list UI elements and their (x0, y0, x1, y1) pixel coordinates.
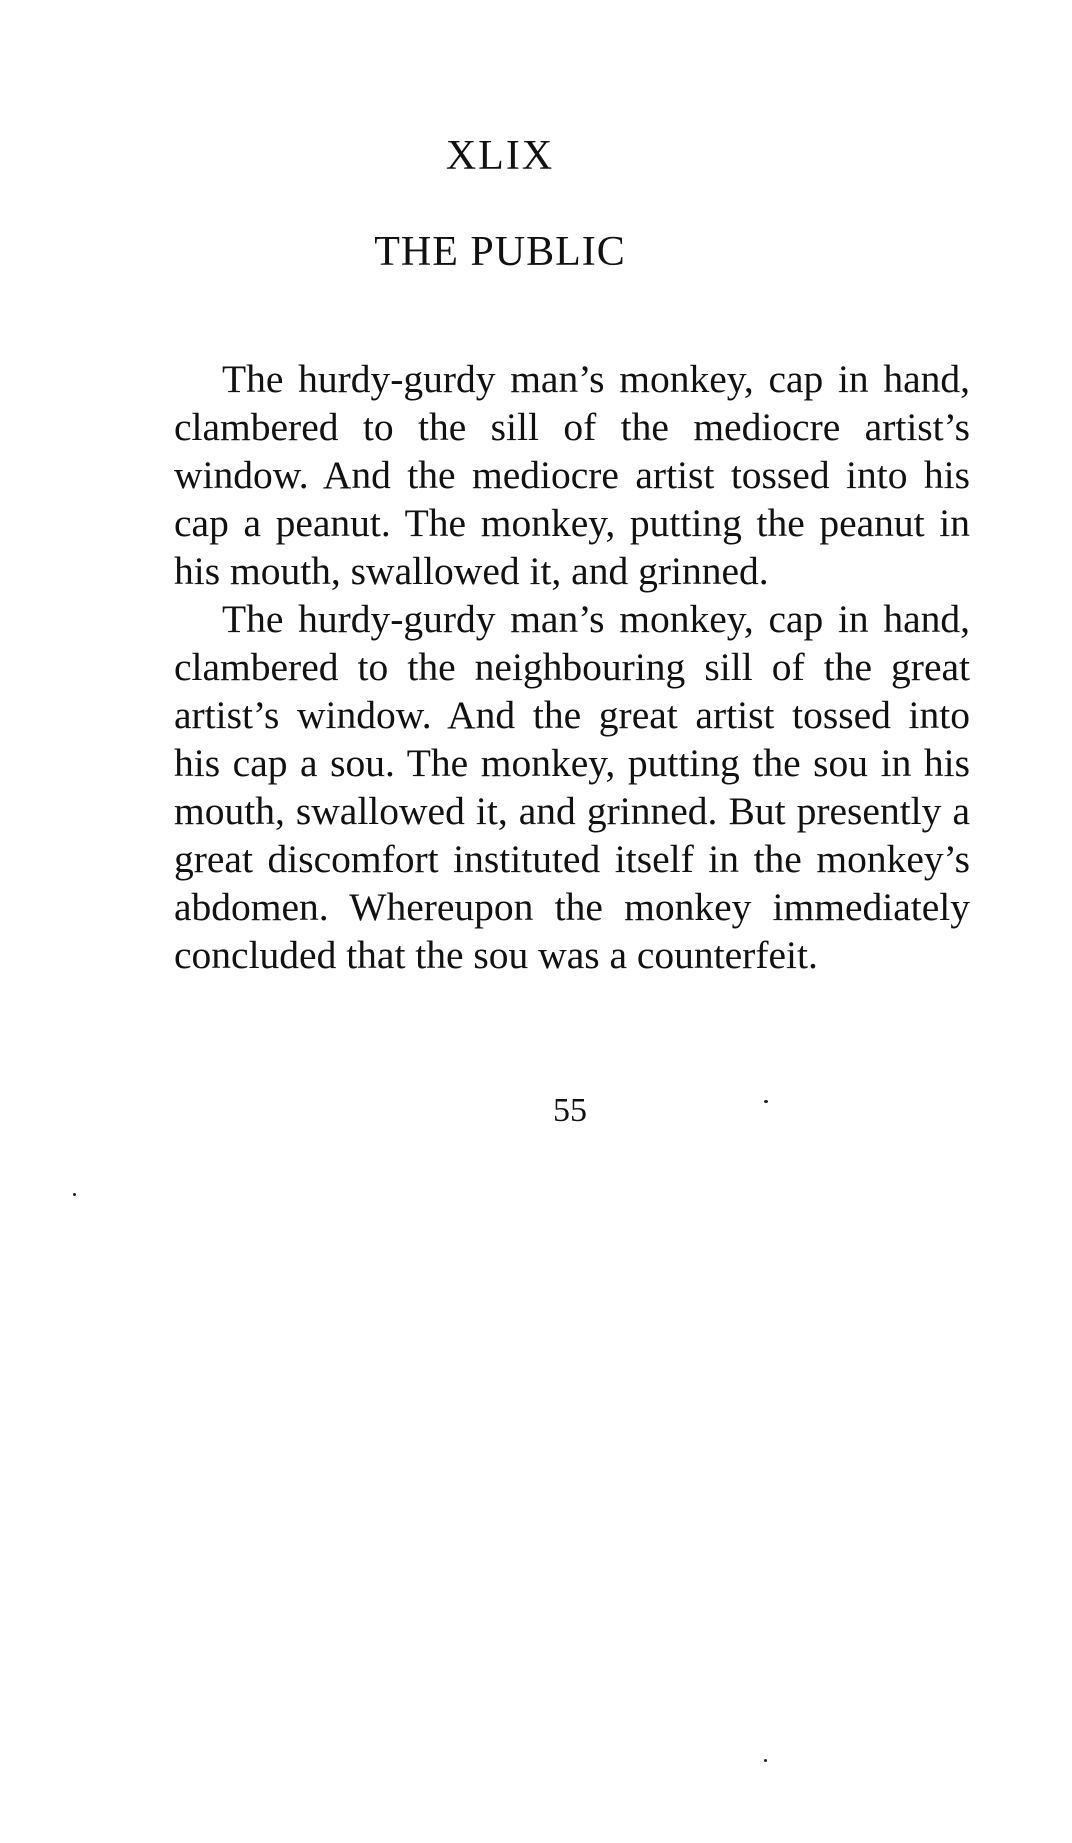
print-speck (764, 1759, 767, 1762)
body-text (174, 355, 970, 979)
chapter-title: THE PUBLIC (374, 229, 626, 275)
paragraph-1: The hurdy-gurdy man’s monkey, cap in hand, clambered to the sill of the mediocre artist’s window. And the mediocre artist tossed into his cap a peanut. The monkey, putting the peanut in his mouth, swallowed it, and grinned. (174, 357, 970, 593)
print-speck (73, 1193, 76, 1196)
paragraph-2: The hurdy-gurdy man’s monkey, cap in hand, clambered to the neighbouring sill of the great artist’s window. And the great artist tossed into his cap a sou. The monkey, putting the sou in his mouth, swallowed it, and grinned. But presently a great discomfort instituted itself in the monkey’s abdomen. Whereupon the monkey immediately concluded that the sou was a counterfeit. (174, 597, 970, 977)
page-number: 55 (553, 1092, 587, 1129)
print-speck (764, 1100, 768, 1103)
chapter-number: XLIX (445, 133, 555, 179)
